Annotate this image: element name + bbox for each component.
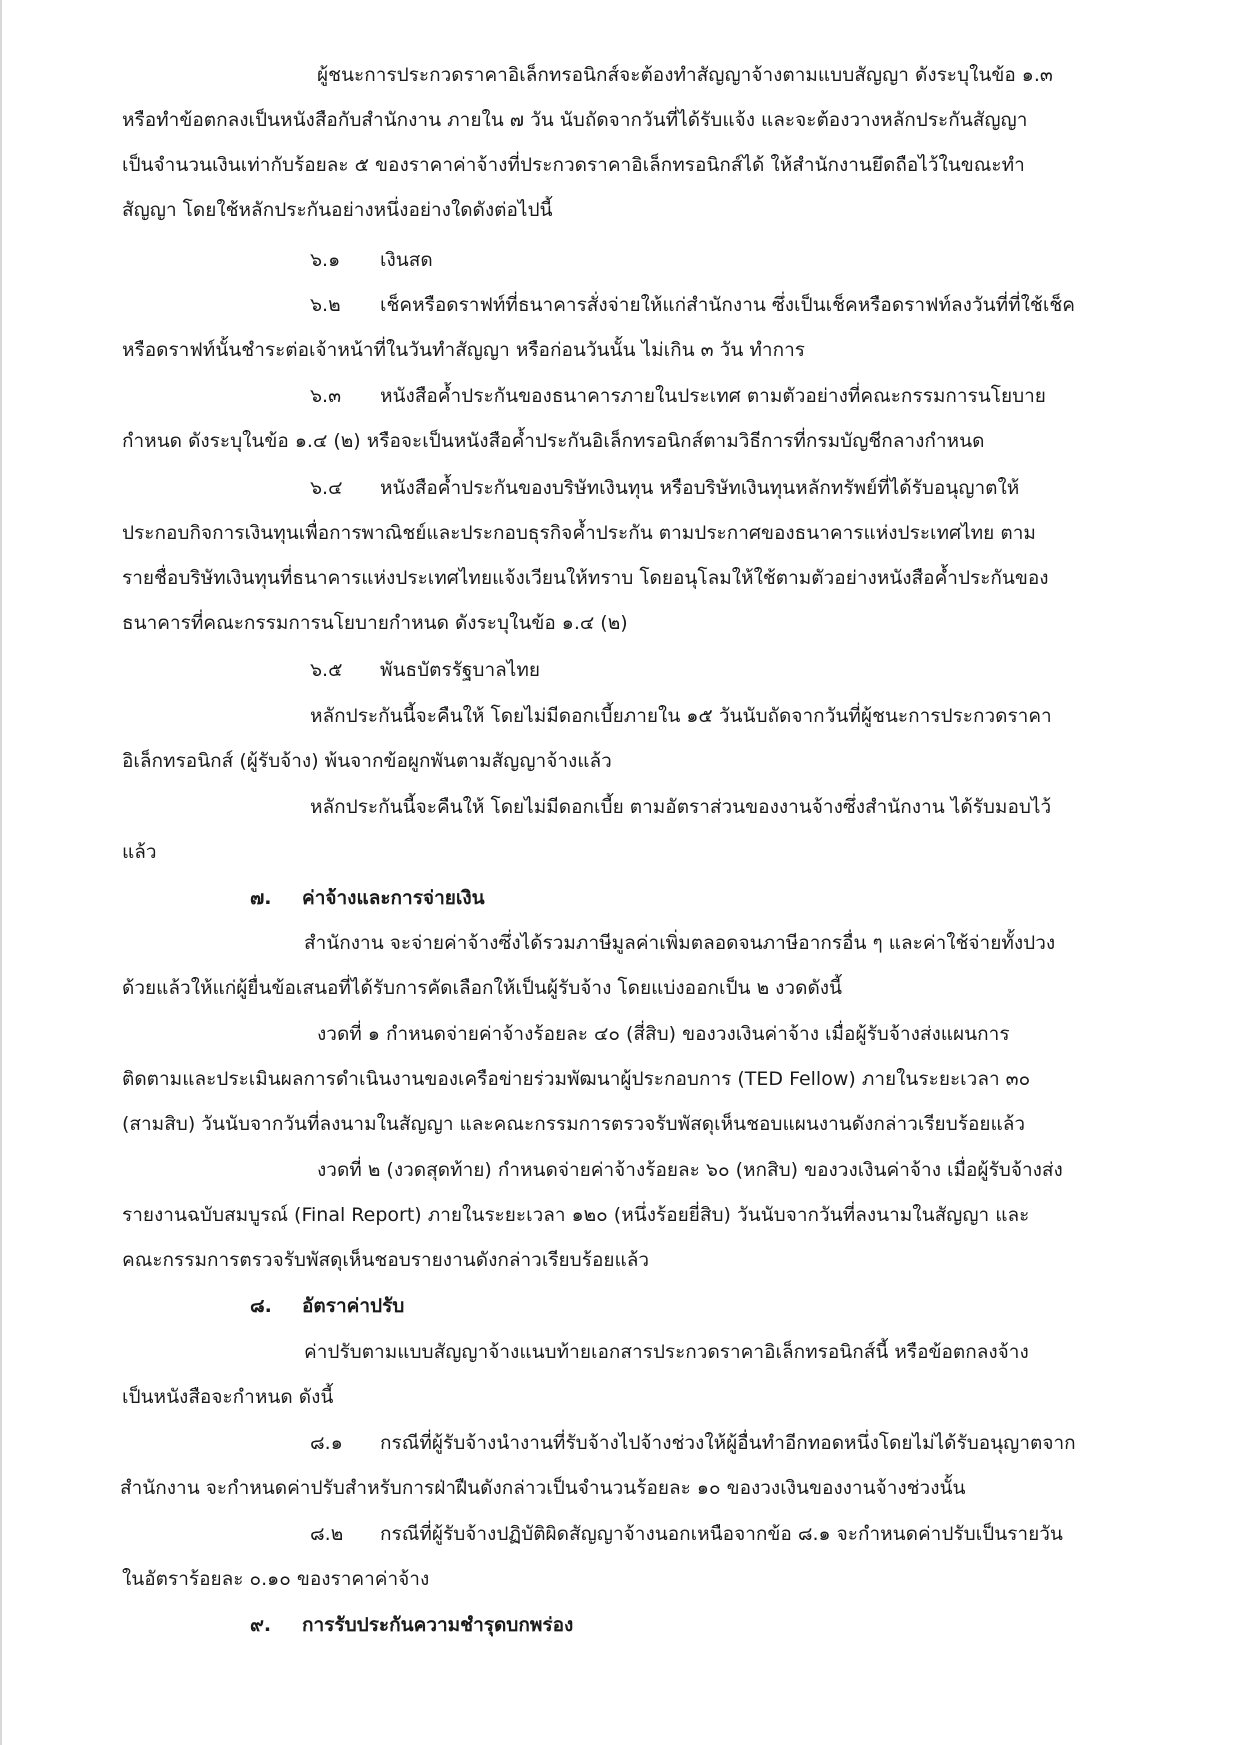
list-item-number: ๖.๕ — [310, 659, 343, 681]
paragraph-line: หรือทำข้อตกลงเป็นหนังสือกับสำนักงาน ภายใน ๗ วัน นับถัดจากวันที่ได้รับแจ้ง และจะต้องวางหลักประกันสัญญา — [122, 109, 1028, 131]
paragraph-line: คณะกรรมการตรวจรับพัสดุเห็นชอบรายงานดังกล่าวเรียบร้อยแล้ว — [122, 1249, 650, 1271]
list-item-number: ๘.๒ — [310, 1523, 344, 1545]
paragraph-line: ค่าปรับตามแบบสัญญาจ้างแนบท้ายเอกสารประกวดราคาอิเล็กทรอนิกส์นี้ หรือข้อตกลงจ้าง — [304, 1341, 1029, 1363]
paragraph-line: ในอัตราร้อยละ ๐.๑๐ ของราคาค่าจ้าง — [122, 1568, 430, 1590]
paragraph-line: ด้วยแล้วให้แก่ผู้ยื่นข้อเสนอที่ได้รับการคัดเลือกให้เป็นผู้รับจ้าง โดยแบ่งออกเป็น ๒ งวดดังนี้ — [122, 977, 843, 999]
paragraph-line: งวดที่ ๑ กำหนดจ่ายค่าจ้างร้อยละ ๔๐ (สี่สิบ) ของวงเงินค่าจ้าง เมื่อผู้รับจ้างส่งแผนการ — [317, 1023, 1010, 1045]
paragraph-line: เป็นหนังสือจะกำหนด ดังนี้ — [122, 1386, 334, 1408]
list-item-text: เงินสด — [380, 249, 433, 271]
paragraph-line: ประกอบกิจการเงินทุนเพื่อการพาณิชย์และประกอบธุรกิจค้ำประกัน ตามประกาศของธนาคารแห่งประเทศไทย ตาม — [122, 522, 1036, 544]
list-item-number: ๖.๓ — [310, 385, 342, 407]
paragraph-line: แล้ว — [122, 841, 157, 863]
section-number: ๗. — [250, 887, 272, 909]
paragraph-line: งวดที่ ๒ (งวดสุดท้าย) กำหนดจ่ายค่าจ้างร้อยละ ๖๐ (หกสิบ) ของวงเงินค่าจ้าง เมื่อผู้รับจ้างส่ง — [317, 1159, 1063, 1181]
paragraph-line: สำนักงาน จะกำหนดค่าปรับสำหรับการฝ่าฝืนดังกล่าวเป็นจำนวนร้อยละ ๑๐ ของวงเงินของงานจ้างช่วงนั้น — [120, 1477, 966, 1499]
section-number: ๙. — [250, 1614, 272, 1636]
section-heading — [250, 886, 485, 910]
section-title: ค่าจ้างและการจ่ายเงิน — [302, 887, 485, 909]
list-item-text: เช็คหรือดราฟท์ที่ธนาคารสั่งจ่ายให้แก่สำนักงาน ซึ่งเป็นเช็คหรือดราฟท์ลงวันที่ที่ใช้เช็ค — [380, 294, 1075, 316]
paragraph-line: เป็นจำนวนเงินเท่ากับร้อยละ ๕ ของราคาค่าจ้างที่ประกวดราคาอิเล็กทรอนิกส์ได้ ให้สำนักงานยึดถือไว้ในขณะทำ — [122, 154, 1025, 176]
list-item-number: ๘.๑ — [310, 1432, 343, 1454]
paragraph-line: (สามสิบ) วันนับจากวันที่ลงนามในสัญญา และคณะกรรมการตรวจรับพัสดุเห็นชอบแผนงานดังกล่าวเรียบร้อยแล้ว — [122, 1113, 1026, 1135]
list-item-text: หนังสือค้ำประกันของธนาคารภายในประเทศ ตามตัวอย่างที่คณะกรรมการนโยบาย — [380, 385, 1046, 407]
paragraph-line: หลักประกันนี้จะคืนให้ โดยไม่มีดอกเบี้ย ตามอัตราส่วนของงานจ้างซึ่งสำนักงาน ได้รับมอบไว้ — [310, 796, 1052, 818]
list-item-text: กรณีที่ผู้รับจ้างปฏิบัติผิดสัญญาจ้างนอกเหนือจากข้อ ๘.๑ จะกำหนดค่าปรับเป็นรายวัน — [380, 1523, 1063, 1545]
paragraph-line: สัญญา โดยใช้หลักประกันอย่างหนึ่งอย่างใดดังต่อไปนี้ — [122, 199, 553, 221]
list-item — [310, 293, 1075, 317]
list-item — [310, 1431, 1076, 1455]
paragraph-line: ผู้ชนะการประกวดราคาอิเล็กทรอนิกส์จะต้องทำสัญญาจ้างตามแบบสัญญา ดังระบุในข้อ ๑.๓ — [317, 64, 1053, 86]
list-item — [310, 384, 1046, 408]
section-number: ๘. — [250, 1295, 272, 1317]
list-item-text: กรณีที่ผู้รับจ้างนำงานที่รับจ้างไปจ้างช่วงให้ผู้อื่นทำอีกทอดหนึ่งโดยไม่ได้รับอนุญาตจาก — [380, 1432, 1076, 1454]
section-heading — [250, 1294, 404, 1318]
paragraph-line: สำนักงาน จะจ่ายค่าจ้างซึ่งได้รวมภาษีมูลค่าเพิ่มตลอดจนภาษีอากรอื่น ๆ และค่าใช้จ่ายทั้งปวง — [304, 932, 1056, 954]
paragraph-line: ติดตามและประเมินผลการดำเนินงานของเครือข่ายร่วมพัฒนาผู้ประกอบการ (TED Fellow) ภายในระยะเวลา ๓๐ — [122, 1068, 1031, 1090]
list-item — [310, 1522, 1063, 1546]
paragraph-line: อิเล็กทรอนิกส์ (ผู้รับจ้าง) พ้นจากข้อผูกพันตามสัญญาจ้างแล้ว — [122, 750, 612, 772]
list-item — [310, 476, 1019, 500]
paragraph-line: รายงานฉบับสมบูรณ์ (Final Report) ภายในระยะเวลา ๑๒๐ (หนึ่งร้อยยี่สิบ) วันนับจากวันที่ลงนามในสัญญา และ — [122, 1204, 1030, 1226]
list-item-number: ๖.๔ — [310, 477, 343, 499]
list-item-text: พันธบัตรรัฐบาลไทย — [380, 659, 540, 681]
list-item-number: ๖.๑ — [310, 249, 341, 271]
section-heading — [250, 1613, 573, 1637]
paragraph-line: กำหนด ดังระบุในข้อ ๑.๔ (๒) หรือจะเป็นหนังสือค้ำประกันอิเล็กทรอนิกส์ตามวิธีการที่กรมบัญชีกลางกำหนด — [122, 430, 985, 452]
list-item — [310, 658, 540, 682]
list-item — [310, 248, 433, 272]
list-item-text: หนังสือค้ำประกันของบริษัทเงินทุน หรือบริษัทเงินทุนหลักทรัพย์ที่ได้รับอนุญาตให้ — [380, 477, 1020, 499]
list-item-number: ๖.๒ — [310, 294, 341, 316]
paragraph-line: ธนาคารที่คณะกรรมการนโยบายกำหนด ดังระบุในข้อ ๑.๔ (๒) — [122, 612, 628, 634]
section-title: อัตราค่าปรับ — [302, 1295, 405, 1317]
section-title: การรับประกันความชำรุดบกพร่อง — [302, 1614, 574, 1636]
paragraph-line: รายชื่อบริษัทเงินทุนที่ธนาคารแห่งประเทศไทยแจ้งเวียนให้ทราบ โดยอนุโลมให้ใช้ตามตัวอย่างหนังสือค้ำประกันของ — [122, 567, 1049, 589]
paragraph-line: หลักประกันนี้จะคืนให้ โดยไม่มีดอกเบี้ยภายใน ๑๕ วันนับถัดจากวันที่ผู้ชนะการประกวดราคา — [310, 705, 1052, 727]
paragraph-line: หรือดราฟท์นั้นชำระต่อเจ้าหน้าที่ในวันทำสัญญา หรือก่อนวันนั้น ไม่เกิน ๓ วัน ทำการ — [122, 339, 805, 361]
